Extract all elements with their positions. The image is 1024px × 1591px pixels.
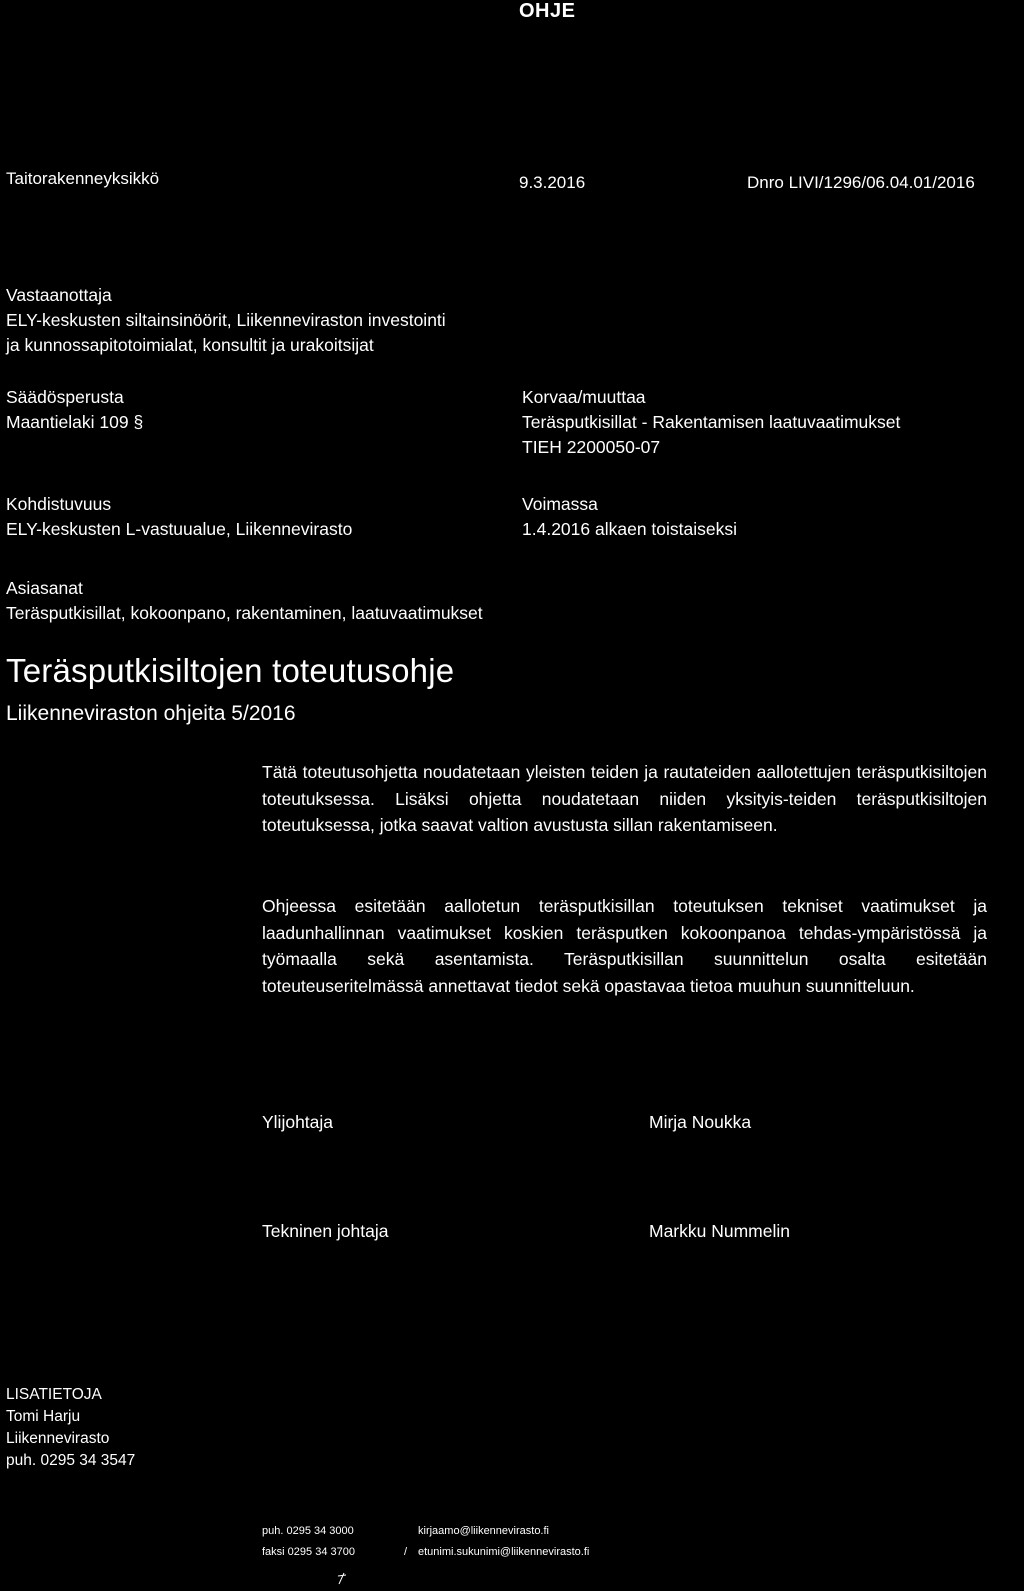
contact-section — [6, 1384, 135, 1472]
keywords-label: Asiasanat — [6, 578, 83, 598]
replaces-section — [522, 385, 900, 460]
footer-email-personal: etunimi.sukunimi@liikennevirasto.fi — [418, 1546, 590, 1558]
signature-role-2: Tekninen johtaja — [262, 1221, 389, 1241]
document-type: OHJE — [519, 0, 576, 22]
signature-name-1: Mirja Noukka — [649, 1112, 752, 1132]
contact-name: Tomi Harju — [6, 1408, 81, 1425]
replaces-line-1: Teräsputkisillat - Rakentamisen laatuvaatimukset — [522, 412, 901, 432]
keywords-section — [6, 576, 483, 626]
document-number: Dnro LIVI/1296/06.04.01/2016 — [747, 173, 975, 192]
replaces-line-2: TIEH 2200050-07 — [522, 437, 661, 457]
signature-role-1: Ylijohtaja — [262, 1112, 334, 1132]
scope-value: ELY-keskusten L-vastuualue, Liikennevirasto — [6, 519, 353, 539]
document-date: 9.3.2016 — [519, 173, 586, 192]
page-subtitle: Liikenneviraston ohjeita 5/2016 — [6, 702, 296, 725]
validity-value: 1.4.2016 alkaen toistaiseksi — [522, 519, 737, 539]
contact-organization: Liikennevirasto — [6, 1430, 110, 1447]
footer-fax: faksi 0295 34 3700 — [262, 1546, 355, 1558]
scope-section — [6, 492, 352, 542]
recipient-line-2: ja kunnossapitotoimialat, konsultit ja urakoitsijat — [6, 335, 374, 355]
validity-label: Voimassa — [522, 494, 598, 514]
footer-email-registry: kirjaamo@liikennevirasto.fi — [418, 1525, 549, 1537]
contact-heading: LISATIETOJA — [6, 1386, 102, 1403]
legal-basis-section — [6, 385, 143, 435]
page-title: Teräsputkisiltojen toteutusohje — [6, 652, 455, 689]
recipient-label: Vastaanottaja — [6, 285, 112, 305]
legal-basis-value: Maantielaki 109 § — [6, 412, 144, 432]
issuing-unit: Taitorakenneyksikkö — [6, 169, 160, 188]
recipient-section — [6, 283, 446, 358]
validity-section — [522, 492, 737, 542]
replaces-label: Korvaa/muuttaa — [522, 387, 646, 407]
legal-basis-label: Säädösperusta — [6, 387, 124, 407]
footer-separator: / — [404, 1546, 408, 1558]
scope-label: Kohdistuvuus — [6, 494, 112, 514]
scan-mark — [337, 1572, 347, 1586]
keywords-value: Teräsputkisillat, kokoonpano, rakentaminen, laatuvaatimukset — [6, 603, 483, 623]
recipient-line-1: ELY-keskusten siltainsinöörit, Liikenneviraston investointi — [6, 310, 446, 330]
body-paragraph: Ohjeessa esitetään aallotetun teräsputkisillan toteutuksen tekniset vaatimukset ja laadunhallinnan vaatimukset koskien teräsputken kokoonpanoa tehdas-ympäristössä ja työmaalla sekä asentamista. Teräsputkisillan suunnittelun osalta esitetään toteuteuseritelmässä annettavat tiedot sekä opastavaa tietoa muuhun suunnitteluun. — [262, 896, 987, 996]
footer-phone: puh. 0295 34 3000 — [262, 1525, 354, 1537]
signature-name-2: Markku Nummelin — [649, 1221, 790, 1241]
contact-phone: puh. 0295 34 3547 — [6, 1452, 136, 1469]
body-paragraph: Tätä toteutusohjetta noudatetaan yleisten teiden ja rautateiden aallotettujen teräsputkisiltojen toteutuksessa. Lisäksi ohjetta noudatetaan niiden yksityis-teiden teräsputkisiltojen toteutuksessa, jotka saavat valtion avustusta sillan rakentamiseen. — [262, 762, 987, 835]
